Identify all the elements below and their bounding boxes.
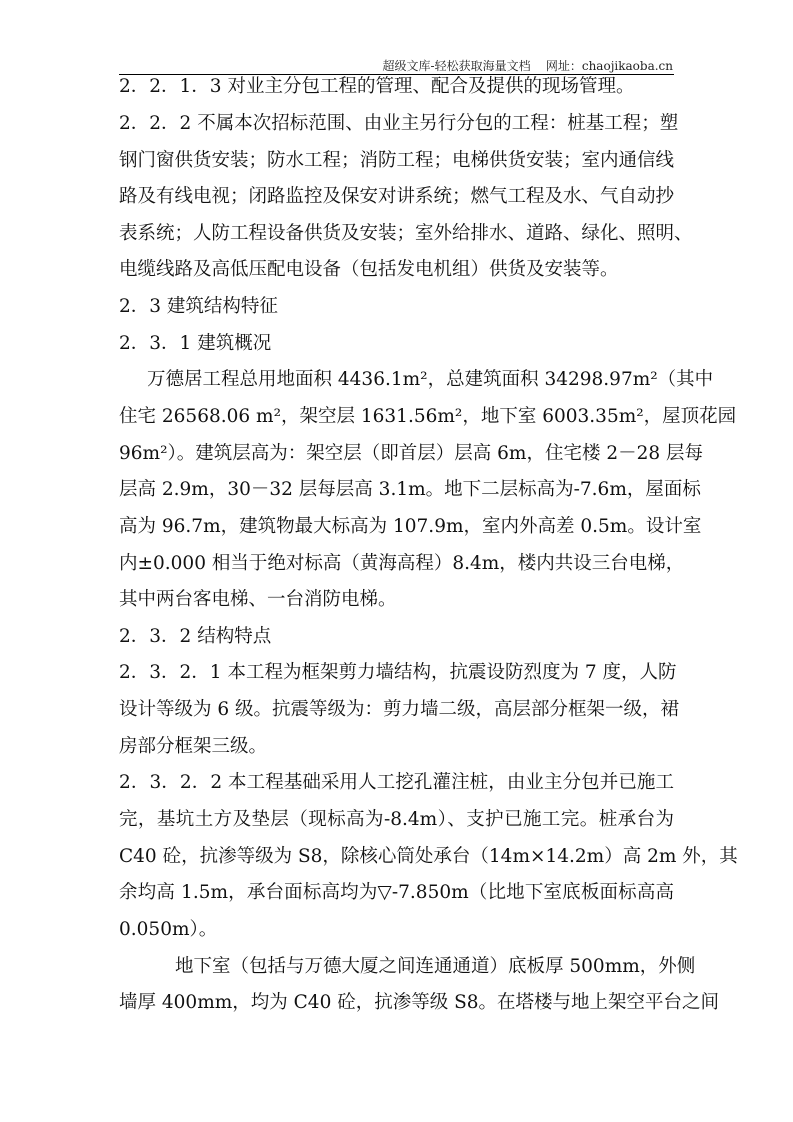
text-line: 其中两台客电梯、一台消防电梯。 [119, 589, 397, 610]
section-heading: 2．3．1 建筑概况 [119, 333, 272, 354]
text-line: 住宅 26568.06 m²，架空层 1631.56m²，地下室 6003.35m²，屋顶花园 [119, 406, 737, 427]
text-line: 墙厚 400mm，均为 C40 砼，抗渗等级 S8。在塔楼与地上架空平台之间 [119, 992, 720, 1013]
text-line: 万德居工程总用地面积 4436.1m²，总建筑面积 34298.97m²（其中 [147, 369, 714, 390]
text-line: 内±0.000 相当于绝对标高（黄海高程）8.4m，楼内共设三台电梯， [119, 553, 685, 574]
header-site-name: 超级文库-轻松获取海量文档 [382, 59, 531, 73]
text-line: 表系统；人防工程设备供货及安装；室外给排水、道路、绿化、照明、 [119, 223, 693, 244]
text-line: 层高 2.9m，30－32 层每层高 3.1m。地下二层标高为-7.6m，屋面标 [119, 479, 701, 500]
text-line: 路及有线电视；闭路监控及保安对讲系统；燃气工程及水、气自动抄 [119, 186, 675, 207]
text-line: 2．3．2．2 本工程基础采用人工挖孔灌注桩，由业主分包并已施工 [119, 772, 674, 793]
section-heading: 2．3 建筑结构特征 [119, 296, 278, 317]
text-line: 96m²）。建筑层高为：架空层（即首层）层高 6m，住宅楼 2－28 层每 [119, 443, 704, 464]
text-line: 电缆线路及高低压配电设备（包括发电机组）供货及安装等。 [119, 259, 619, 280]
text-line: 2．2．1．3 对业主分包工程的管理、配合及提供的现场管理。 [119, 76, 635, 97]
text-line: 地下室（包括与万德大厦之间连通通道）底板厚 500mm，外侧 [175, 956, 696, 977]
text-line: 2．2．2 不属本次招标范围、由业主另行分包的工程：桩基工程；塑 [119, 113, 679, 134]
text-line: 2．3．2．1 本工程为框架剪力墙结构，抗震设防烈度为 7 度，人防 [119, 662, 677, 683]
text-line: 0.050m）。 [119, 919, 218, 940]
text-line: 高为 96.7m，建筑物最大标高为 107.9m，室内外高差 0.5m。设计室 [119, 516, 702, 537]
text-line: C40 砼，抗渗等级为 S8，除核心筒处承台（14m×14.2m）高 2m 外，其 [119, 846, 738, 867]
section-heading: 2．3．2 结构特点 [119, 626, 272, 647]
text-line: 设计等级为 6 级。抗震等级为：剪力墙二级，高层部分框架一级，裙 [119, 699, 680, 720]
text-line: 余均高 1.5m，承台面标高均为▽-7.850m（比地下室底板面标高高 [119, 882, 674, 903]
header-url: 网址：chaojikaoba.cn [545, 59, 673, 73]
text-line: 钢门窗供货安装；防水工程；消防工程；电梯供货安装；室内通信线 [119, 150, 675, 171]
text-line: 房部分框架三级。 [119, 736, 268, 757]
text-line: 完，基坑土方及垫层（现标高为-8.4m）、支护已施工完。桩承台为 [119, 809, 674, 830]
